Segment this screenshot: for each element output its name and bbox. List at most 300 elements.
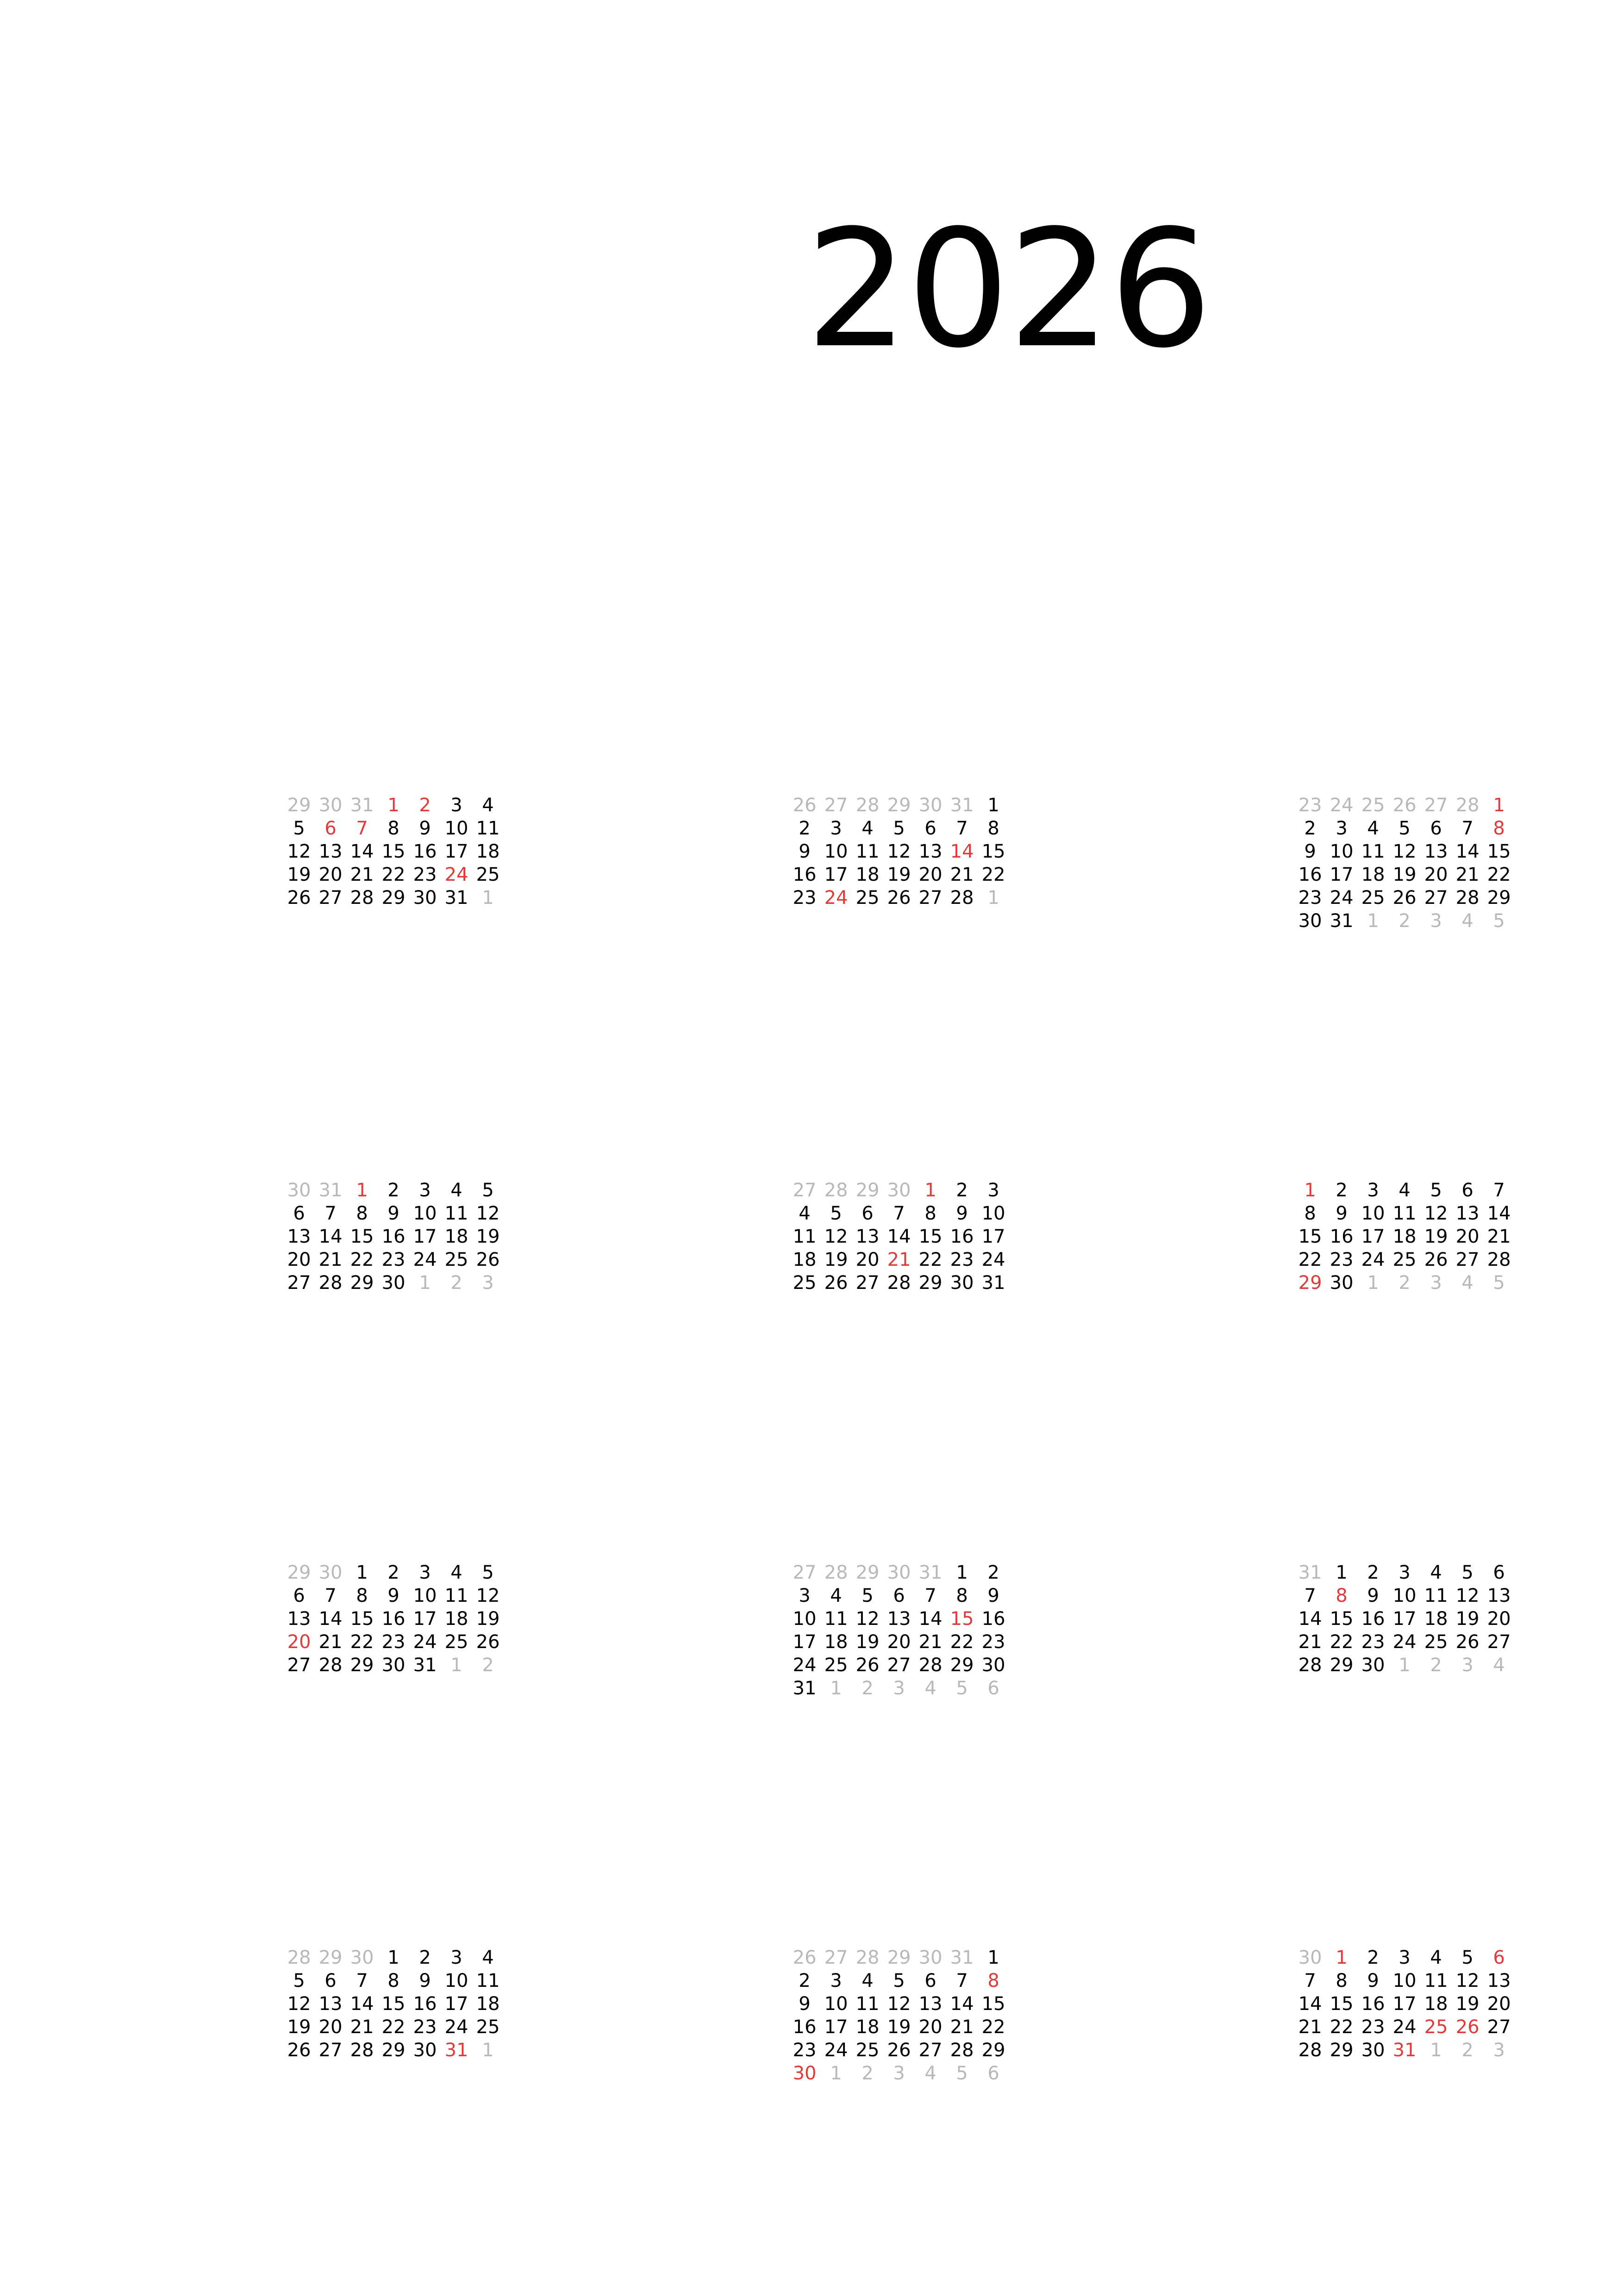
day-cell: 6	[325, 1970, 337, 1991]
adjacent-month-day-cell: 29	[287, 1562, 311, 1583]
day-cell: 3	[1399, 1947, 1411, 1968]
day-cell: 19	[287, 864, 311, 885]
day-cell: 21	[350, 2016, 374, 2038]
day-cell: 9	[419, 818, 431, 839]
day-cell: 21	[319, 1631, 343, 1653]
day-cell: 20	[918, 864, 943, 885]
day-cell: 26	[1424, 1249, 1448, 1270]
day-cell: 23	[981, 1631, 1006, 1653]
week-row	[283, 2039, 501, 2062]
adjacent-month-day-cell: 4	[924, 1678, 937, 1699]
day-cell: 6	[862, 1203, 874, 1224]
day-cell: 9	[419, 1970, 431, 1991]
day-cell: 6	[1493, 1562, 1505, 1583]
day-cell: 2	[1367, 1947, 1379, 1968]
day-cell: 1	[987, 1947, 999, 1968]
day-cell: 5	[1399, 818, 1411, 839]
day-cell: 5	[893, 818, 905, 839]
week-row	[1294, 1202, 1512, 1225]
day-cell: 24	[413, 1631, 437, 1653]
month-block	[789, 1946, 1006, 2085]
week-row	[1294, 1561, 1512, 1584]
day-cell: 17	[413, 1608, 437, 1630]
day-cell: 12	[1424, 1203, 1448, 1224]
day-cell: 31	[413, 1655, 437, 1676]
day-cell: 25	[476, 2016, 500, 2038]
week-row	[789, 794, 1006, 817]
day-cell: 12	[287, 841, 311, 862]
day-cell: 15	[981, 841, 1006, 862]
day-cell: 3	[450, 1947, 462, 1968]
day-cell: 24	[793, 1655, 817, 1676]
day-cell: 19	[856, 1631, 880, 1653]
day-cell: 17	[1330, 864, 1354, 885]
day-cell: 3	[830, 818, 842, 839]
day-cell: 10	[1330, 841, 1354, 862]
day-cell: 12	[287, 1993, 311, 2015]
day-cell: 11	[444, 1585, 468, 1606]
day-cell: 25	[444, 1249, 468, 1270]
day-cell: 15	[1330, 1608, 1354, 1630]
day-cell: 26	[287, 2040, 311, 2061]
day-cell: 25	[856, 2040, 880, 2061]
day-cell: 23	[1361, 2016, 1385, 2038]
adjacent-month-day-cell: 1	[987, 887, 999, 908]
day-cell: 25	[444, 1631, 468, 1653]
day-cell: 31	[1330, 910, 1354, 932]
day-cell: 12	[476, 1203, 500, 1224]
week-row	[283, 1179, 501, 1202]
day-cell: 3	[1367, 1180, 1379, 1201]
day-cell: 17	[413, 1226, 437, 1247]
adjacent-month-day-cell: 31	[918, 1562, 943, 1583]
week-row	[789, 1225, 1006, 1248]
day-cell: 17	[824, 864, 848, 885]
day-cell: 27	[918, 887, 943, 908]
day-cell: 4	[1430, 1947, 1442, 1968]
holiday-day-cell: 31	[444, 2040, 468, 2061]
adjacent-month-day-cell: 29	[319, 1947, 343, 1968]
adjacent-month-day-cell: 30	[1298, 1947, 1322, 1968]
day-cell: 9	[987, 1585, 999, 1606]
adjacent-month-day-cell: 5	[956, 2063, 968, 2084]
adjacent-month-day-cell: 2	[862, 1678, 874, 1699]
week-row	[283, 863, 501, 886]
day-cell: 27	[319, 887, 343, 908]
week-row	[1294, 840, 1512, 863]
day-cell: 6	[1430, 818, 1442, 839]
day-cell: 17	[1393, 1993, 1417, 2015]
day-cell: 9	[1367, 1970, 1379, 1991]
day-cell: 22	[950, 1631, 974, 1653]
day-cell: 14	[319, 1608, 343, 1630]
day-cell: 7	[1462, 818, 1474, 839]
week-row	[1294, 817, 1512, 840]
day-cell: 12	[887, 841, 911, 862]
day-cell: 5	[862, 1585, 874, 1606]
day-cell: 5	[482, 1562, 494, 1583]
week-row	[283, 1561, 501, 1584]
adjacent-month-day-cell: 28	[1455, 795, 1480, 816]
day-cell: 20	[1487, 1993, 1511, 2015]
day-cell: 27	[287, 1272, 311, 1294]
day-cell: 18	[824, 1631, 848, 1653]
day-cell: 5	[1462, 1562, 1474, 1583]
day-cell: 30	[381, 1272, 406, 1294]
week-row	[789, 2016, 1006, 2039]
adjacent-month-day-cell: 29	[887, 795, 911, 816]
adjacent-month-day-cell: 30	[887, 1180, 911, 1201]
adjacent-month-day-cell: 3	[1430, 910, 1442, 932]
day-cell: 1	[356, 1562, 368, 1583]
day-cell: 11	[1361, 841, 1385, 862]
day-cell: 18	[793, 1249, 817, 1270]
day-cell: 21	[350, 864, 374, 885]
month-block	[283, 1179, 501, 1294]
day-cell: 13	[1487, 1970, 1511, 1991]
day-cell: 6	[924, 818, 937, 839]
day-cell: 8	[1336, 1970, 1348, 1991]
day-cell: 16	[1361, 1608, 1385, 1630]
day-cell: 27	[918, 2040, 943, 2061]
adjacent-month-day-cell: 2	[1462, 2040, 1474, 2061]
adjacent-month-day-cell: 31	[1298, 1562, 1322, 1583]
week-row	[1294, 2039, 1512, 2062]
week-row	[283, 2016, 501, 2039]
adjacent-month-day-cell: 1	[830, 2063, 842, 2084]
day-cell: 21	[950, 2016, 974, 2038]
adjacent-month-day-cell: 25	[1361, 795, 1385, 816]
adjacent-month-day-cell: 28	[824, 1180, 848, 1201]
month-block	[283, 1561, 501, 1677]
day-cell: 11	[444, 1203, 468, 1224]
week-row	[789, 1271, 1006, 1294]
day-cell: 26	[887, 2040, 911, 2061]
day-cell: 20	[856, 1249, 880, 1270]
day-cell: 8	[956, 1585, 968, 1606]
adjacent-month-day-cell: 30	[918, 1947, 943, 1968]
holiday-day-cell: 1	[1336, 1947, 1348, 1968]
day-cell: 14	[1298, 1993, 1322, 2015]
day-cell: 4	[1430, 1562, 1442, 1583]
day-cell: 31	[981, 1272, 1006, 1294]
adjacent-month-day-cell: 5	[1493, 1272, 1505, 1294]
day-cell: 2	[419, 1947, 431, 1968]
day-cell: 19	[1424, 1226, 1448, 1247]
day-cell: 21	[950, 864, 974, 885]
adjacent-month-day-cell: 1	[450, 1655, 462, 1676]
day-cell: 26	[887, 887, 911, 908]
day-cell: 13	[887, 1608, 911, 1630]
adjacent-month-day-cell: 28	[856, 1947, 880, 1968]
holiday-day-cell: 31	[1393, 2040, 1417, 2061]
day-cell: 5	[1462, 1947, 1474, 1968]
day-cell: 29	[1330, 2040, 1354, 2061]
day-cell: 27	[287, 1655, 311, 1676]
day-cell: 11	[1393, 1203, 1417, 1224]
day-cell: 7	[1304, 1585, 1316, 1606]
day-cell: 19	[1393, 864, 1417, 885]
day-cell: 23	[413, 2016, 437, 2038]
day-cell: 14	[1455, 841, 1480, 862]
day-cell: 15	[918, 1226, 943, 1247]
adjacent-month-day-cell: 28	[287, 1947, 311, 1968]
day-cell: 23	[381, 1249, 406, 1270]
adjacent-month-day-cell: 2	[1430, 1655, 1442, 1676]
day-cell: 2	[1367, 1562, 1379, 1583]
day-cell: 9	[1336, 1203, 1348, 1224]
day-cell: 19	[287, 2016, 311, 2038]
day-cell: 18	[1424, 1608, 1448, 1630]
day-cell: 13	[319, 1993, 343, 2015]
day-cell: 8	[987, 818, 999, 839]
day-cell: 28	[1298, 2040, 1322, 2061]
day-cell: 20	[287, 1249, 311, 1270]
day-cell: 21	[1298, 1631, 1322, 1653]
day-cell: 20	[1424, 864, 1448, 885]
day-cell: 18	[1361, 864, 1385, 885]
holiday-day-cell: 1	[1493, 795, 1505, 816]
holiday-day-cell: 2	[419, 795, 431, 816]
month-block	[1294, 794, 1512, 933]
day-cell: 11	[1424, 1585, 1448, 1606]
day-cell: 6	[893, 1585, 905, 1606]
week-row	[283, 1969, 501, 1992]
day-cell: 13	[1455, 1203, 1480, 1224]
holiday-day-cell: 24	[824, 887, 848, 908]
day-cell: 22	[1330, 1631, 1354, 1653]
day-cell: 26	[476, 1631, 500, 1653]
day-cell: 26	[1455, 1631, 1480, 1653]
day-cell: 5	[482, 1180, 494, 1201]
day-cell: 27	[1424, 887, 1448, 908]
adjacent-month-day-cell: 2	[1399, 910, 1411, 932]
day-cell: 5	[293, 818, 305, 839]
adjacent-month-day-cell: 29	[856, 1562, 880, 1583]
day-cell: 3	[1336, 818, 1348, 839]
day-cell: 28	[1455, 887, 1480, 908]
adjacent-month-day-cell: 1	[1399, 1655, 1411, 1676]
day-cell: 9	[1367, 1585, 1379, 1606]
day-cell: 3	[419, 1562, 431, 1583]
day-cell: 14	[350, 1993, 374, 2015]
adjacent-month-day-cell: 30	[287, 1180, 311, 1201]
day-cell: 12	[1393, 841, 1417, 862]
day-cell: 13	[856, 1226, 880, 1247]
day-cell: 30	[381, 1655, 406, 1676]
week-row	[1294, 2016, 1512, 2039]
week-row	[789, 1654, 1006, 1677]
holiday-day-cell: 29	[1298, 1272, 1322, 1294]
holiday-day-cell: 6	[1493, 1947, 1505, 1968]
day-cell: 22	[350, 1249, 374, 1270]
day-cell: 2	[1304, 818, 1316, 839]
day-cell: 20	[319, 2016, 343, 2038]
day-cell: 16	[381, 1226, 406, 1247]
week-row	[789, 1969, 1006, 1992]
adjacent-month-day-cell: 2	[450, 1272, 462, 1294]
week-row	[283, 1271, 501, 1294]
week-row	[1294, 1607, 1512, 1630]
adjacent-month-day-cell: 31	[350, 795, 374, 816]
day-cell: 5	[830, 1203, 842, 1224]
adjacent-month-day-cell: 31	[950, 795, 974, 816]
day-cell: 2	[799, 1970, 811, 1991]
day-cell: 16	[413, 1993, 437, 2015]
holiday-day-cell: 6	[325, 818, 337, 839]
day-cell: 11	[1424, 1970, 1448, 1991]
day-cell: 25	[1393, 1249, 1417, 1270]
day-cell: 18	[476, 1993, 500, 2015]
day-cell: 3	[450, 795, 462, 816]
day-cell: 26	[476, 1249, 500, 1270]
day-cell: 30	[413, 887, 437, 908]
day-cell: 22	[1298, 1249, 1322, 1270]
day-cell: 15	[381, 841, 406, 862]
day-cell: 29	[981, 2040, 1006, 2061]
adjacent-month-day-cell: 2	[1399, 1272, 1411, 1294]
holiday-day-cell: 1	[924, 1180, 937, 1201]
week-row	[1294, 863, 1512, 886]
day-cell: 24	[1330, 887, 1354, 908]
adjacent-month-day-cell: 23	[1298, 795, 1322, 816]
week-row	[283, 1225, 501, 1248]
day-cell: 8	[387, 818, 400, 839]
day-cell: 17	[1361, 1226, 1385, 1247]
day-cell: 4	[862, 818, 874, 839]
day-cell: 12	[856, 1608, 880, 1630]
day-cell: 22	[381, 2016, 406, 2038]
holiday-day-cell: 14	[950, 841, 974, 862]
day-cell: 23	[950, 1249, 974, 1270]
day-cell: 16	[413, 841, 437, 862]
adjacent-month-day-cell: 29	[887, 1947, 911, 1968]
day-cell: 22	[981, 2016, 1006, 2038]
adjacent-month-day-cell: 27	[793, 1562, 817, 1583]
day-cell: 15	[1330, 1993, 1354, 2015]
day-cell: 27	[1487, 1631, 1511, 1653]
day-cell: 22	[1487, 864, 1511, 885]
adjacent-month-day-cell: 3	[1493, 2040, 1505, 2061]
day-cell: 22	[1330, 2016, 1354, 2038]
adjacent-month-day-cell: 30	[319, 795, 343, 816]
day-cell: 10	[444, 818, 468, 839]
day-cell: 26	[824, 1272, 848, 1294]
day-cell: 7	[956, 1970, 968, 1991]
day-cell: 19	[476, 1608, 500, 1630]
day-cell: 16	[1298, 864, 1322, 885]
day-cell: 25	[476, 864, 500, 885]
adjacent-month-day-cell: 27	[793, 1180, 817, 1201]
week-row	[1294, 1225, 1512, 1248]
day-cell: 7	[956, 818, 968, 839]
day-cell: 10	[824, 841, 848, 862]
day-cell: 21	[1298, 2016, 1322, 2038]
day-cell: 12	[1455, 1585, 1480, 1606]
day-cell: 28	[1298, 1655, 1322, 1676]
month-block	[789, 1561, 1006, 1700]
day-cell: 28	[1487, 1249, 1511, 1270]
adjacent-month-day-cell: 4	[1493, 1655, 1505, 1676]
day-cell: 10	[824, 1993, 848, 2015]
holiday-day-cell: 20	[287, 1631, 311, 1653]
day-cell: 29	[381, 2040, 406, 2061]
day-cell: 11	[824, 1608, 848, 1630]
day-cell: 28	[319, 1655, 343, 1676]
adjacent-month-day-cell: 1	[1430, 2040, 1442, 2061]
adjacent-month-day-cell: 2	[482, 1655, 494, 1676]
day-cell: 30	[981, 1655, 1006, 1676]
day-cell: 20	[319, 864, 343, 885]
adjacent-month-day-cell: 27	[824, 795, 848, 816]
day-cell: 2	[956, 1180, 968, 1201]
day-cell: 14	[319, 1226, 343, 1247]
day-cell: 27	[1487, 2016, 1511, 2038]
day-cell: 9	[1304, 841, 1316, 862]
adjacent-month-day-cell: 2	[862, 2063, 874, 2084]
holiday-day-cell: 8	[987, 1970, 999, 1991]
day-cell: 18	[856, 864, 880, 885]
day-cell: 20	[887, 1631, 911, 1653]
day-cell: 1	[1336, 1562, 1348, 1583]
adjacent-month-day-cell: 27	[824, 1947, 848, 1968]
week-row	[1294, 1630, 1512, 1654]
day-cell: 4	[830, 1585, 842, 1606]
day-cell: 24	[444, 2016, 468, 2038]
adjacent-month-day-cell: 3	[1462, 1655, 1474, 1676]
day-cell: 27	[1455, 1249, 1480, 1270]
day-cell: 12	[476, 1585, 500, 1606]
day-cell: 5	[293, 1970, 305, 1991]
day-cell: 5	[893, 1970, 905, 1991]
day-cell: 8	[924, 1203, 937, 1224]
day-cell: 15	[350, 1226, 374, 1247]
day-cell: 25	[1424, 1631, 1448, 1653]
day-cell: 26	[287, 887, 311, 908]
day-cell: 25	[856, 887, 880, 908]
day-cell: 28	[950, 2040, 974, 2061]
week-row	[1294, 1248, 1512, 1271]
week-row	[789, 1202, 1006, 1225]
day-cell: 10	[413, 1585, 437, 1606]
day-cell: 10	[1393, 1585, 1417, 1606]
week-row	[283, 1992, 501, 2016]
adjacent-month-day-cell: 26	[1393, 795, 1417, 816]
day-cell: 20	[1455, 1226, 1480, 1247]
holiday-day-cell: 1	[387, 795, 400, 816]
day-cell: 28	[887, 1272, 911, 1294]
day-cell: 4	[799, 1203, 811, 1224]
day-cell: 16	[1361, 1993, 1385, 2015]
day-cell: 12	[887, 1993, 911, 2015]
month-block	[1294, 1946, 1512, 2062]
adjacent-month-day-cell: 28	[856, 795, 880, 816]
day-cell: 4	[450, 1562, 462, 1583]
day-cell: 3	[419, 1180, 431, 1201]
day-cell: 19	[887, 864, 911, 885]
day-cell: 20	[918, 2016, 943, 2038]
day-cell: 7	[924, 1585, 937, 1606]
day-cell: 27	[319, 2040, 343, 2061]
day-cell: 19	[887, 2016, 911, 2038]
adjacent-month-day-cell: 3	[893, 1678, 905, 1699]
day-cell: 12	[1455, 1970, 1480, 1991]
week-row	[789, 1992, 1006, 2016]
day-cell: 28	[319, 1272, 343, 1294]
week-row	[789, 1179, 1006, 1202]
day-cell: 6	[293, 1203, 305, 1224]
week-row	[789, 1607, 1006, 1630]
